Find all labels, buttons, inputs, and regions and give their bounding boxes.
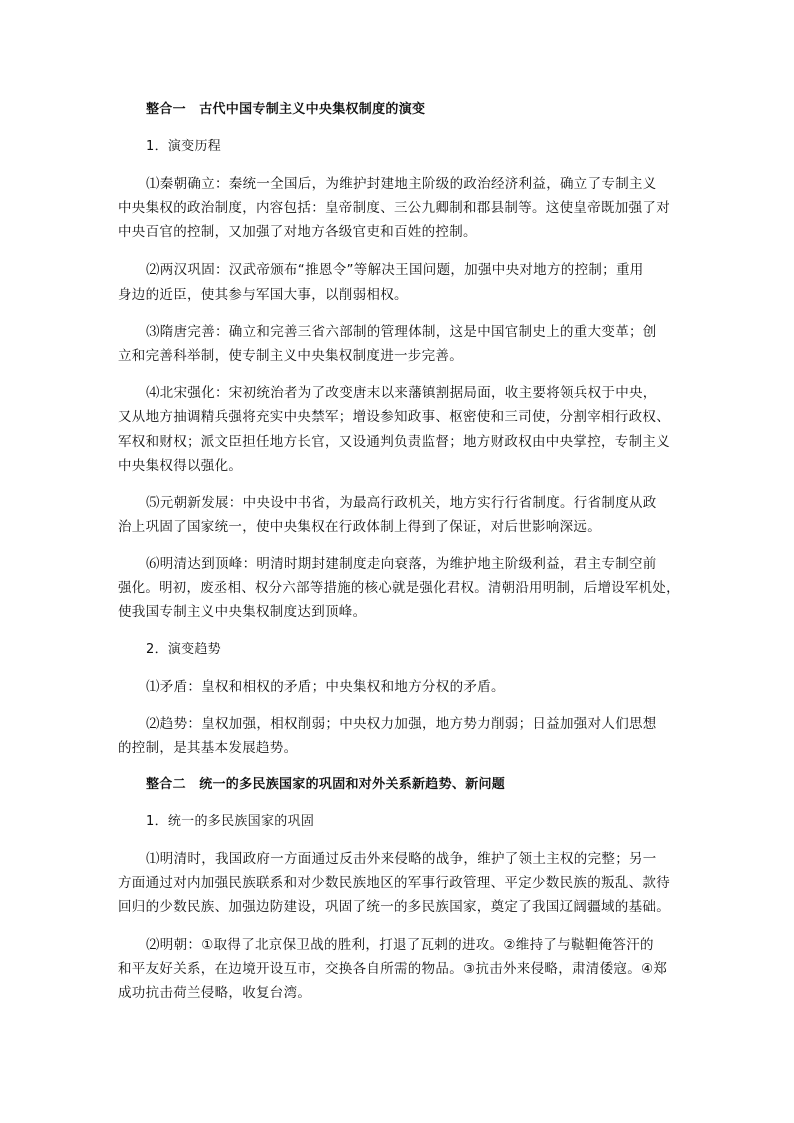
paragraph-line: ⑸元朝新发展：中央设中书省，为最高行政机关，地方实行行省制度。行省制度从政	[146, 495, 657, 511]
paragraph-line: 又从地方抽调精兵强将充实中央禁军；增设参知政事、枢密使和三司使，分割宰相行政权、	[118, 409, 670, 425]
paragraph-line: 中央百官的控制，又加强了对地方各级官吏和百姓的控制。	[118, 224, 477, 240]
paragraph-line: 成功抗击荷兰侵略，收复台湾。	[118, 985, 312, 1001]
paragraph-line: ⑷北宋强化：宋初统治者为了改变唐末以来藩镇割据局面，收主要将领兵权于中央，	[146, 385, 657, 401]
subsection-title: 1．演变历程	[146, 139, 222, 154]
paragraph-line: 回归的少数民族、加强边防建设，巩固了统一的多民族国家，奠定了我国辽阔疆域的基础。	[118, 899, 670, 915]
paragraph-line: 治上巩固了国家统一，使中央集权在行政体制上得到了保证，对后世影响深远。	[118, 519, 601, 535]
paragraph-line: 方面通过对内加强民族联系和对少数民族地区的军事行政管理、平定少数民族的叛乱、款待	[118, 875, 670, 891]
section-heading: 整合二 统一的多民族国家的巩固和对外关系新趋势、新问题	[146, 777, 506, 792]
paragraph-line: ⑵明朝：①取得了北京保卫战的胜利，打退了瓦剌的进攻。②维持了与鞑靼俺答汗的	[146, 937, 654, 953]
subsection-title: 2．演变趋势	[146, 642, 222, 657]
paragraph-line: ⑶隋唐完善：确立和完善三省六部制的管理体制，这是中国官制史上的重大变革；创	[146, 324, 657, 340]
paragraph-line: ⑹明清达到顶峰：明清时期封建制度走向衰落，为维护地主阶级利益，君主专制空前	[146, 556, 657, 572]
paragraph-line: ⑵趋势：皇权加强，相权削弱；中央权力加强，地方势力削弱；日益加强对人们思想	[146, 716, 657, 732]
paragraph-line: 和平友好关系，在边境开设互市，交换各自所需的物品。③抗击外来侵略，肃清倭寇。④郑	[118, 961, 668, 977]
paragraph-line: ⑴明清时，我国政府一方面通过反击外来侵略的战争，维护了领土主权的完整；另一	[146, 851, 657, 867]
paragraph-line: 的控制，是其基本发展趋势。	[118, 740, 298, 756]
paragraph-line: 使我国专制主义中央集权制度达到顶峰。	[118, 604, 367, 620]
subsection-title: 1．统一的多民族国家的巩固	[146, 814, 315, 829]
section-heading: 整合一 古代中国专制主义中央集权制度的演变	[146, 102, 426, 117]
paragraph-line: ⑴矛盾：皇权和相权的矛盾；中央集权和地方分权的矛盾。	[146, 679, 505, 695]
paragraph-line: ⑴秦朝确立：秦统一全国后，为维护封建地主阶级的政治经济利益，确立了专制主义	[146, 176, 657, 192]
paragraph-line: 中央集权的政治制度，内容包括：皇帝制度、三公九卿制和郡县制等。这使皇帝既加强了对	[118, 200, 670, 216]
paragraph-line: 军权和财权；派文臣担任地方长官，又设通判负责监督；地方财政权由中央掌控，专制主义	[118, 434, 670, 450]
paragraph-line: 身边的近臣，使其参与军国大事，以削弱相权。	[118, 287, 408, 303]
paragraph-line: 强化。明初，废丞相、权分六部等措施的核心就是强化君权。清朝沿用明制，后增设军机处，	[118, 580, 680, 596]
paragraph-line: 立和完善科举制，使专制主义中央集权制度进一步完善。	[118, 348, 463, 364]
paragraph-line: 中央集权得以强化。	[118, 458, 243, 474]
paragraph-line: ⑵两汉巩固：汉武帝颁布“推恩令”等解决王国问题，加强中央对地方的控制；重用	[146, 262, 644, 278]
